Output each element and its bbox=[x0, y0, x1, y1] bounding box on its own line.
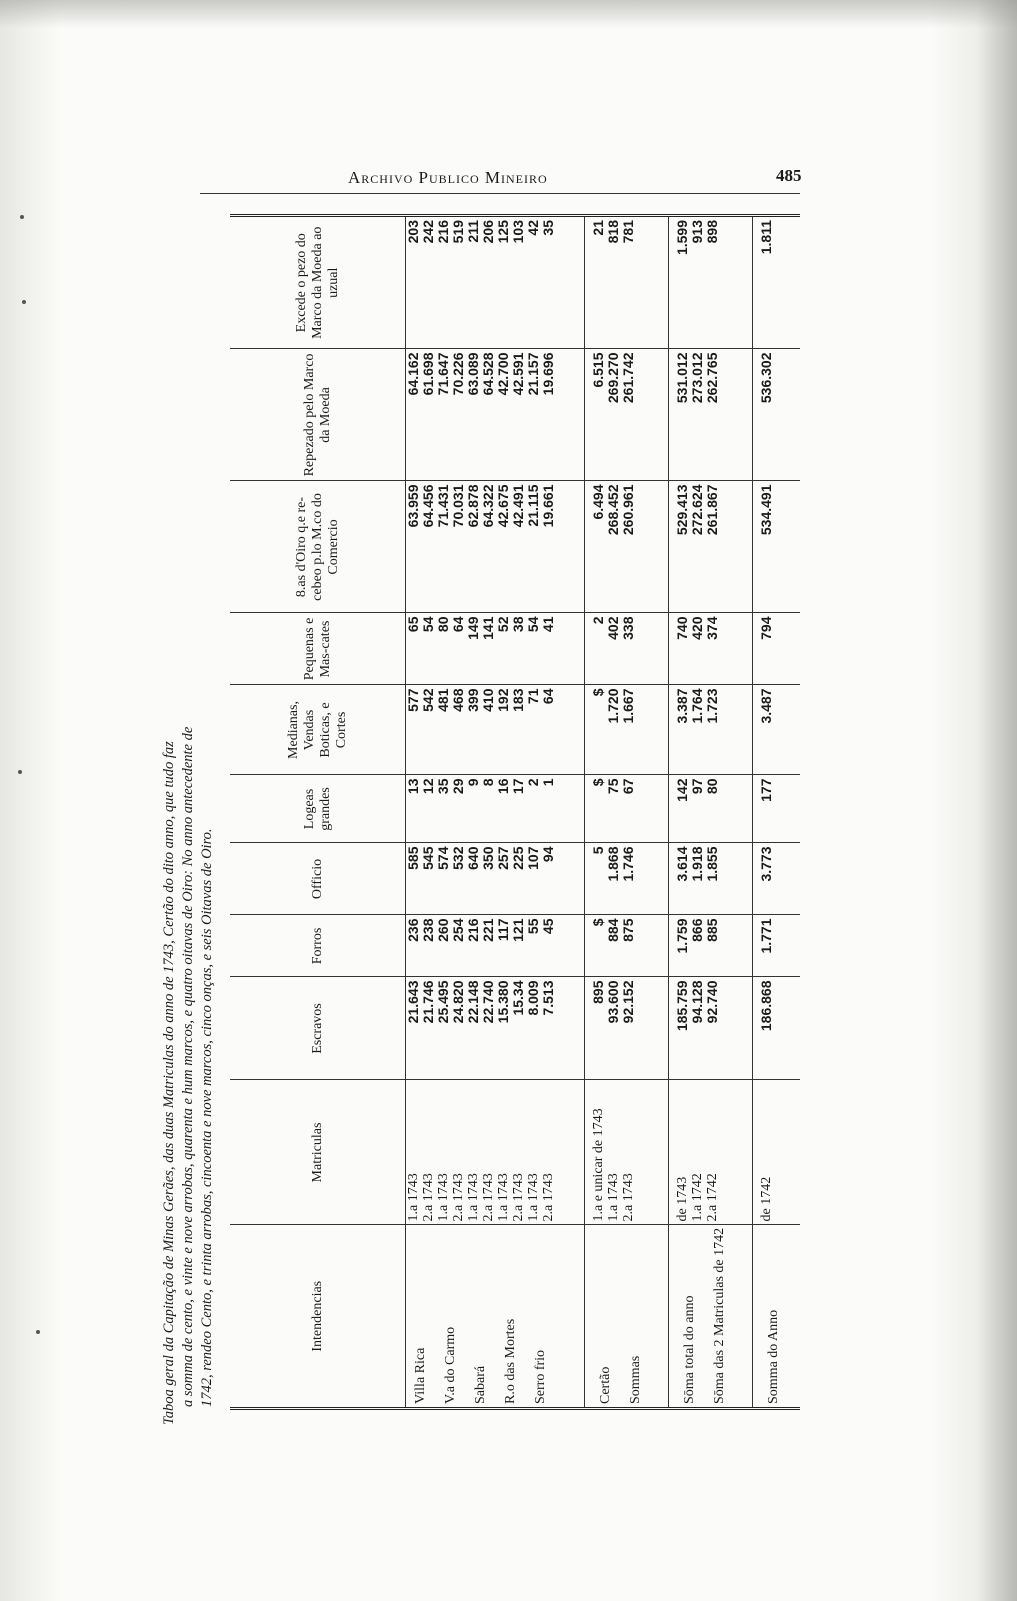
medianas-value: 399 bbox=[465, 688, 481, 712]
officio-value: 574 bbox=[435, 846, 451, 870]
forros-value: $ bbox=[589, 918, 606, 927]
pequenas-value: 54 bbox=[420, 616, 436, 633]
repezado-value: 6.515 bbox=[589, 352, 606, 388]
escravos-value: 94.128 bbox=[688, 980, 705, 1024]
cell-pequenas bbox=[668, 613, 752, 685]
logeas-value: 13 bbox=[405, 778, 421, 795]
escravos-value: 185.759 bbox=[673, 980, 690, 1032]
cell-forros bbox=[584, 915, 668, 977]
cell-intendencia bbox=[668, 1225, 752, 1407]
repezado-value: 21.157 bbox=[525, 352, 541, 396]
intendencia-label: Somma do Anno bbox=[765, 1309, 781, 1404]
logeas-value: 17 bbox=[510, 778, 526, 795]
cell-officio bbox=[668, 843, 752, 915]
logeas-value: 75 bbox=[604, 778, 621, 795]
escravos-value: 22.740 bbox=[480, 980, 496, 1024]
matriculas-value: 2.a 1743 bbox=[421, 1173, 436, 1222]
cell-intendencia bbox=[752, 1225, 800, 1407]
oitavas-value: 71.431 bbox=[435, 484, 451, 528]
escravos-value: 22.148 bbox=[465, 980, 481, 1024]
cell-pequenas bbox=[406, 613, 585, 685]
intendencia-label: Certão bbox=[597, 1366, 613, 1404]
oitavas-value: 268.452 bbox=[604, 484, 621, 536]
col-header-intendencias: Intendencias bbox=[230, 1225, 406, 1407]
logeas-value: 177 bbox=[757, 778, 774, 802]
excede-value: 1.599 bbox=[673, 220, 690, 256]
excede-value: 103 bbox=[510, 220, 526, 244]
officio-value: 225 bbox=[510, 846, 526, 870]
table-body bbox=[406, 217, 801, 1407]
repezado-value: 71.647 bbox=[435, 352, 451, 396]
officio-value: 585 bbox=[405, 846, 421, 870]
oitavas-value: 21.115 bbox=[525, 484, 541, 527]
matriculas-value: 1.a 1743 bbox=[436, 1173, 451, 1222]
pequenas-value: 80 bbox=[435, 616, 451, 633]
matriculas-value: 1.a 1743 bbox=[605, 1173, 621, 1222]
matriculas-value: 2.a 1742 bbox=[704, 1173, 720, 1222]
cell-officio bbox=[406, 843, 585, 915]
logeas-value: 8 bbox=[480, 778, 496, 787]
cell-escravos bbox=[752, 977, 800, 1080]
cell-logeas bbox=[406, 775, 585, 843]
cell-escravos bbox=[406, 977, 585, 1080]
cell-excede bbox=[668, 217, 752, 349]
excede-value: 211 bbox=[465, 220, 481, 243]
pequenas-value: 54 bbox=[525, 616, 541, 633]
escravos-value: 21.746 bbox=[420, 980, 436, 1024]
escravos-value: 8.009 bbox=[525, 980, 541, 1016]
oitavas-value: 19.661 bbox=[540, 484, 556, 528]
excede-value: 206 bbox=[480, 220, 496, 244]
oitavas-value: 260.961 bbox=[619, 484, 636, 536]
repezado-value: 42.700 bbox=[495, 352, 511, 396]
cell-pequenas bbox=[752, 613, 800, 685]
table-row bbox=[584, 217, 668, 1407]
cell-medianas bbox=[406, 685, 585, 775]
forros-value: 117 bbox=[495, 918, 511, 942]
speck bbox=[18, 770, 22, 774]
logeas-value: 142 bbox=[673, 778, 690, 802]
escravos-value: 21.643 bbox=[405, 980, 421, 1024]
intendencia-label: Villa Rica bbox=[413, 1347, 428, 1404]
matriculas-value: 1.a 1743 bbox=[406, 1173, 421, 1222]
excede-value: 203 bbox=[405, 220, 421, 244]
repezado-value: 64.162 bbox=[405, 352, 421, 396]
cell-oitavas bbox=[668, 481, 752, 613]
medianas-value: 468 bbox=[450, 688, 466, 712]
officio-value: 5 bbox=[589, 846, 606, 855]
repezado-value: 273.012 bbox=[688, 352, 705, 404]
cell-intendencia bbox=[406, 1225, 585, 1407]
officio-value: 350 bbox=[480, 846, 496, 870]
forros-value: 238 bbox=[420, 918, 436, 942]
pequenas-value: 420 bbox=[688, 616, 705, 640]
forros-value: 45 bbox=[540, 918, 556, 935]
scan-shadow-right bbox=[977, 0, 1017, 1601]
table-row bbox=[668, 217, 752, 1407]
medianas-value: 1.723 bbox=[703, 688, 720, 724]
table-caption bbox=[160, 220, 217, 1425]
oitavas-value: 6.494 bbox=[589, 484, 606, 520]
col-header-medianas: Medianas, Vendas Boticas, e Cortes bbox=[230, 685, 406, 775]
forros-value: 260 bbox=[435, 918, 451, 942]
cell-excede bbox=[752, 217, 800, 349]
col-header-logeas: Logeas grandes bbox=[230, 775, 406, 843]
officio-value: 257 bbox=[495, 846, 511, 870]
pequenas-value: 740 bbox=[673, 616, 690, 640]
officio-value: 1.918 bbox=[688, 846, 705, 882]
excede-value: 21 bbox=[589, 220, 606, 236]
cell-logeas bbox=[668, 775, 752, 843]
forros-value: 1.759 bbox=[673, 918, 690, 954]
capitation-table bbox=[230, 217, 800, 1407]
repezado-value: 536.302 bbox=[757, 352, 774, 404]
col-header-escravos: Escravos bbox=[230, 977, 406, 1080]
forros-value: 884 bbox=[604, 918, 621, 942]
medianas-value: 64 bbox=[540, 688, 556, 705]
matriculas-value: 2.a 1743 bbox=[541, 1173, 556, 1222]
cell-repezado bbox=[668, 349, 752, 481]
matriculas-value: 1.a 1742 bbox=[689, 1173, 705, 1222]
oitavas-value: 534.491 bbox=[757, 484, 774, 536]
logeas-value: 16 bbox=[495, 778, 511, 795]
pequenas-value: 38 bbox=[510, 616, 526, 633]
cell-logeas bbox=[752, 775, 800, 843]
oitavas-value: 272.624 bbox=[688, 484, 705, 536]
officio-value: 1.746 bbox=[619, 846, 636, 882]
oitavas-value: 63.959 bbox=[405, 484, 421, 528]
cell-intendencia bbox=[584, 1225, 668, 1407]
cell-forros bbox=[668, 915, 752, 977]
repezado-value: 262.765 bbox=[703, 352, 720, 404]
cell-pequenas bbox=[584, 613, 668, 685]
table-row bbox=[752, 217, 800, 1407]
logeas-value: 29 bbox=[450, 778, 466, 795]
escravos-value: 7.513 bbox=[540, 980, 556, 1016]
header-rule bbox=[200, 193, 800, 194]
matriculas-value: 2.a 1743 bbox=[620, 1173, 636, 1222]
oitavas-value: 42.491 bbox=[510, 484, 526, 528]
logeas-value: 9 bbox=[465, 778, 481, 787]
pequenas-value: 141 bbox=[480, 616, 496, 640]
medianas-value: 1.667 bbox=[619, 688, 636, 724]
matriculas-value: 2.a 1743 bbox=[511, 1173, 526, 1222]
escravos-value: 15.34 bbox=[510, 980, 526, 1016]
col-header-excede: Excede o pezo do Marco da Moeda ao uzual bbox=[230, 217, 406, 349]
pequenas-value: 374 bbox=[703, 616, 720, 640]
repezado-value: 42.591 bbox=[510, 352, 526, 396]
medianas-value: 481 bbox=[435, 688, 451, 712]
pequenas-value: 52 bbox=[495, 616, 511, 633]
pequenas-value: 794 bbox=[757, 616, 774, 640]
col-header-forros: Forros bbox=[230, 915, 406, 977]
cell-escravos bbox=[584, 977, 668, 1080]
col-header-oitavas: 8.as d'Oiro q.e re-cebeo p.lo M.co do Comercio bbox=[230, 481, 406, 613]
cell-repezado bbox=[752, 349, 800, 481]
escravos-value: 15.380 bbox=[495, 980, 511, 1024]
excede-value: 519 bbox=[450, 220, 466, 244]
medianas-value: 410 bbox=[480, 688, 496, 712]
col-header-officio: Officio bbox=[230, 843, 406, 915]
col-header-matriculas: Matriculas bbox=[230, 1080, 406, 1225]
intendencia-label: V.a do Carmo bbox=[443, 1326, 458, 1404]
table-row bbox=[406, 217, 585, 1407]
logeas-value: 12 bbox=[420, 778, 436, 795]
intendencia-label: Sabará bbox=[473, 1365, 488, 1404]
medianas-value: 3.487 bbox=[757, 688, 774, 724]
logeas-value: 97 bbox=[688, 778, 705, 795]
cell-matriculas bbox=[584, 1080, 668, 1225]
repezado-value: 269.270 bbox=[604, 352, 621, 404]
medianas-value: 1.720 bbox=[604, 688, 621, 724]
medianas-value: 577 bbox=[405, 688, 421, 712]
repezado-value: 70.226 bbox=[450, 352, 466, 396]
cell-oitavas bbox=[406, 481, 585, 613]
forros-value: 1.771 bbox=[757, 918, 774, 954]
excede-value: 1.811 bbox=[757, 220, 774, 255]
oitavas-value: 62.878 bbox=[465, 484, 481, 528]
excede-value: 898 bbox=[703, 220, 720, 244]
matriculas-value: de 1742 bbox=[758, 1176, 774, 1222]
repezado-value: 531.012 bbox=[673, 352, 690, 404]
logeas-value: 80 bbox=[703, 778, 720, 795]
officio-value: 3.773 bbox=[757, 846, 774, 882]
escravos-value: 895 bbox=[589, 980, 606, 1004]
cell-officio bbox=[584, 843, 668, 915]
excede-value: 818 bbox=[604, 220, 621, 244]
officio-value: 107 bbox=[525, 846, 541, 870]
oitavas-value: 64.322 bbox=[480, 484, 496, 528]
matriculas-value: 1.a 1743 bbox=[496, 1173, 511, 1222]
forros-value: 875 bbox=[619, 918, 636, 942]
cell-matriculas bbox=[752, 1080, 800, 1225]
matriculas-value: 2.a 1743 bbox=[451, 1173, 466, 1222]
officio-value: 1.855 bbox=[703, 846, 720, 882]
speck bbox=[20, 215, 24, 219]
repezado-value: 64.528 bbox=[480, 352, 496, 396]
intendencia-label: Sommas bbox=[627, 1355, 643, 1404]
capitation-table-frame bbox=[230, 214, 800, 1410]
logeas-value: 2 bbox=[525, 778, 541, 787]
cell-excede bbox=[406, 217, 585, 349]
excede-value: 216 bbox=[435, 220, 451, 244]
intendencia-label: Serro frio bbox=[533, 1349, 548, 1404]
col-header-pequenas: Pequenas e Mas-cates bbox=[230, 613, 406, 685]
forros-value: 121 bbox=[510, 918, 526, 942]
officio-value: 545 bbox=[420, 846, 436, 870]
cell-medianas bbox=[752, 685, 800, 775]
cell-matriculas bbox=[668, 1080, 752, 1225]
pequenas-value: 41 bbox=[540, 616, 556, 633]
speck bbox=[36, 1330, 40, 1334]
oitavas-value: 261.867 bbox=[703, 484, 720, 536]
cell-officio bbox=[752, 843, 800, 915]
officio-value: 1.868 bbox=[604, 846, 621, 882]
cell-escravos bbox=[668, 977, 752, 1080]
repezado-value: 261.742 bbox=[619, 352, 636, 404]
escravos-value: 93.600 bbox=[604, 980, 621, 1024]
oitavas-value: 70.031 bbox=[450, 484, 466, 528]
repezado-value: 19.696 bbox=[540, 352, 556, 396]
forros-value: 236 bbox=[405, 918, 421, 942]
officio-value: 94 bbox=[540, 846, 556, 863]
medianas-value: 192 bbox=[495, 688, 511, 712]
excede-value: 42 bbox=[525, 220, 541, 236]
cell-repezado bbox=[406, 349, 585, 481]
pequenas-value: 2 bbox=[589, 616, 606, 625]
cell-forros bbox=[752, 915, 800, 977]
officio-value: 640 bbox=[465, 846, 481, 870]
table-header-row bbox=[230, 217, 406, 1407]
medianas-value: 3.387 bbox=[673, 688, 690, 724]
scan-shadow-top bbox=[0, 0, 1017, 28]
intendencia-label: R.o das Mortes bbox=[503, 1318, 518, 1404]
cell-matriculas bbox=[406, 1080, 585, 1225]
caption-line: Taboa geral da Capitação de Minas Gerães, das duas Matriculas do anno de 1743, Certão do dito anno, que tudo faz bbox=[161, 741, 177, 1425]
pequenas-value: 338 bbox=[619, 616, 636, 640]
matriculas-value: 1.a 1743 bbox=[466, 1173, 481, 1222]
excede-value: 913 bbox=[688, 220, 705, 244]
cell-excede bbox=[584, 217, 668, 349]
pequenas-value: 402 bbox=[604, 616, 621, 640]
medianas-value: $ bbox=[589, 688, 606, 697]
cell-medianas bbox=[584, 685, 668, 775]
logeas-value: 1 bbox=[540, 778, 556, 787]
forros-value: 885 bbox=[703, 918, 720, 942]
cell-oitavas bbox=[584, 481, 668, 613]
cell-repezado bbox=[584, 349, 668, 481]
col-header-repezado: Repezado pelo Marco da Moeda bbox=[230, 349, 406, 481]
medianas-value: 542 bbox=[420, 688, 436, 712]
running-header bbox=[200, 166, 800, 196]
cell-forros bbox=[406, 915, 585, 977]
escravos-value: 24.820 bbox=[450, 980, 466, 1024]
pequenas-value: 64 bbox=[450, 616, 466, 633]
matriculas-value: de 1743 bbox=[674, 1176, 690, 1222]
excede-value: 242 bbox=[420, 220, 436, 244]
cell-oitavas bbox=[752, 481, 800, 613]
running-title: Archivo Publico Mineiro bbox=[348, 168, 548, 187]
oitavas-value: 64.456 bbox=[420, 484, 436, 528]
logeas-value: 67 bbox=[619, 778, 636, 795]
intendencia-label: Sōma das 2 Matriculas de 1742 bbox=[711, 1227, 727, 1404]
medianas-value: 1.764 bbox=[688, 688, 705, 724]
cell-medianas bbox=[668, 685, 752, 775]
matriculas-value: 1.a e unicar de 1743 bbox=[590, 1108, 606, 1222]
excede-value: 125 bbox=[495, 220, 511, 244]
officio-value: 3.614 bbox=[673, 846, 690, 882]
repezado-value: 63.089 bbox=[465, 352, 481, 396]
medianas-value: 71 bbox=[525, 688, 541, 705]
pequenas-value: 149 bbox=[465, 616, 481, 640]
oitavas-value: 42.675 bbox=[495, 484, 511, 528]
escravos-value: 92.152 bbox=[619, 980, 636, 1024]
intendencia-label: Sōma total do anno bbox=[681, 1295, 697, 1404]
officio-value: 532 bbox=[450, 846, 466, 870]
speck bbox=[22, 300, 26, 304]
escravos-value: 92.740 bbox=[703, 980, 720, 1024]
escravos-value: 186.868 bbox=[757, 980, 774, 1032]
repezado-value: 61.698 bbox=[420, 352, 436, 396]
escravos-value: 25.495 bbox=[435, 980, 451, 1024]
pequenas-value: 65 bbox=[405, 616, 421, 633]
forros-value: 55 bbox=[525, 918, 541, 935]
oitavas-value: 529.413 bbox=[673, 484, 690, 536]
matriculas-value: 1.a 1743 bbox=[526, 1173, 541, 1222]
matriculas-value: 2.a 1743 bbox=[481, 1173, 496, 1222]
page-number: 485 bbox=[776, 166, 802, 185]
cell-logeas bbox=[584, 775, 668, 843]
logeas-value: $ bbox=[589, 778, 606, 787]
logeas-value: 35 bbox=[435, 778, 451, 795]
forros-value: 866 bbox=[688, 918, 705, 942]
caption-line: 1742, rendeo Cento, e trinta arrobas, cincoenta e nove marcos, cinco onças, e seis Oitavas de Oiro. bbox=[199, 828, 215, 1407]
excede-value: 781 bbox=[619, 220, 636, 244]
medianas-value: 183 bbox=[510, 688, 526, 712]
forros-value: 254 bbox=[450, 918, 466, 942]
caption-line: a somma de cento, e vinte e nove arrobas, quarenta e hum marcos, e quatro oitavas de Oiro: No anno antecedente de bbox=[180, 726, 196, 1407]
forros-value: 216 bbox=[465, 918, 481, 942]
forros-value: 221 bbox=[480, 918, 496, 942]
rotated-content bbox=[160, 220, 800, 1425]
excede-value: 35 bbox=[540, 220, 556, 236]
